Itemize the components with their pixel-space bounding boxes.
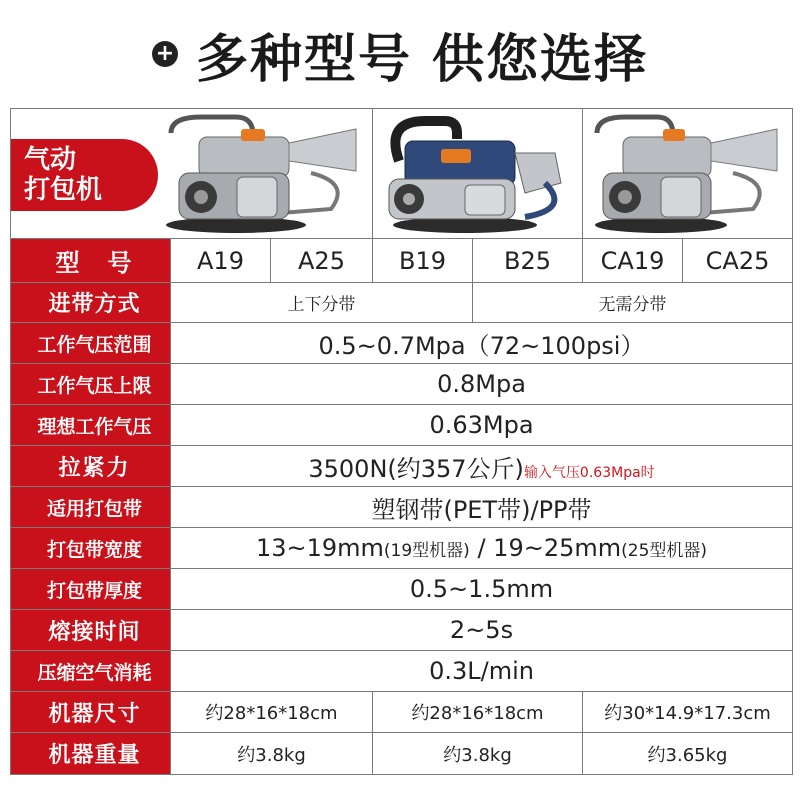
- pressure-range-value: 0.5~0.7Mpa（72~100psi）: [171, 323, 793, 364]
- model-label: 型 号: [11, 239, 171, 283]
- product-b-cell: [373, 109, 583, 239]
- model-ca19: CA19: [583, 239, 683, 283]
- size-a-value: 约28*16*18cm: [171, 692, 373, 733]
- pressure-range-label: 工作气压范围: [11, 323, 171, 364]
- tension-cell: [171, 446, 793, 487]
- weld-time-label: 熔接时间: [11, 610, 171, 651]
- product-type-badge: [11, 139, 159, 211]
- page-header: [0, 0, 800, 108]
- strap-width-label: 打包带宽度: [11, 528, 171, 569]
- weight-row: [11, 733, 793, 775]
- pressure-ideal-value: 0.63Mpa: [171, 405, 793, 446]
- weight-b-value: 约3.8kg: [373, 733, 583, 775]
- size-c-value: 约30*14.9*17.3cm: [583, 692, 793, 733]
- product-a-cell: [11, 109, 373, 239]
- pressure-max-value: 0.8Mpa: [171, 364, 793, 405]
- page-title: 多种型号 供您选择: [195, 29, 649, 90]
- strap-width-19: 13~19mm: [255, 534, 384, 562]
- strap-thick-value: 0.5~1.5mm: [171, 569, 793, 610]
- model-a25: A25: [271, 239, 373, 283]
- strap-width-25: 19~25mm: [493, 534, 622, 562]
- model-b25: B25: [473, 239, 583, 283]
- strap-width-cell: [171, 528, 793, 569]
- badge-line-1: 气动: [24, 145, 77, 175]
- machine-a-image: [161, 113, 371, 237]
- tension-label: 拉紧力: [11, 446, 171, 487]
- product-image-row: [11, 109, 793, 239]
- feed-bc-value: 无需分带: [473, 283, 793, 323]
- machine-c-image: [591, 113, 791, 237]
- strap-width-row: [11, 528, 793, 569]
- strap-thick-row: [11, 569, 793, 610]
- machine-b-image: [375, 113, 581, 237]
- strap-type-value: 塑钢带(PET带)/PP带: [171, 487, 793, 528]
- weight-label: 机器重量: [11, 733, 171, 775]
- model-ca25: CA25: [683, 239, 793, 283]
- size-row: [11, 692, 793, 733]
- strap-type-label: 适用打包带: [11, 487, 171, 528]
- air-row: [11, 651, 793, 692]
- weight-c-value: 约3.65kg: [583, 733, 793, 775]
- size-label: 机器尺寸: [11, 692, 171, 733]
- badge-line-2: 打包机: [24, 175, 103, 205]
- header-inner: [0, 14, 800, 94]
- weight-a-value: 约3.8kg: [171, 733, 373, 775]
- weld-time-value: 2~5s: [171, 610, 793, 651]
- size-b-value: 约28*16*18cm: [373, 692, 583, 733]
- feed-row: [11, 283, 793, 323]
- air-label: 压缩空气消耗: [11, 651, 171, 692]
- pressure-max-row: [11, 364, 793, 405]
- model-row: [11, 239, 793, 283]
- feed-a-value: 上下分带: [171, 283, 473, 323]
- strap-width-separator: /: [469, 534, 494, 562]
- product-c-cell: [583, 109, 793, 239]
- strap-width-19-note: (19型机器): [383, 541, 470, 561]
- pressure-max-label: 工作气压上限: [11, 364, 171, 405]
- tension-note: 输入气压0.63Mpa时: [523, 464, 655, 481]
- pressure-range-row: [11, 323, 793, 364]
- plus-icon: +: [152, 41, 178, 67]
- tension-row: [11, 446, 793, 487]
- air-value: 0.3L/min: [171, 651, 793, 692]
- tension-value: 3500N(约357公斤): [308, 454, 524, 483]
- feed-label: 进带方式: [11, 283, 171, 323]
- strap-thick-label: 打包带厚度: [11, 569, 171, 610]
- strap-type-row: [11, 487, 793, 528]
- model-b19: B19: [373, 239, 473, 283]
- strap-width-25-note: (25型机器): [621, 541, 708, 561]
- pressure-ideal-row: [11, 405, 793, 446]
- weld-time-row: [11, 610, 793, 651]
- spec-table: [10, 108, 793, 775]
- model-a19: A19: [171, 239, 271, 283]
- pressure-ideal-label: 理想工作气压: [11, 405, 171, 446]
